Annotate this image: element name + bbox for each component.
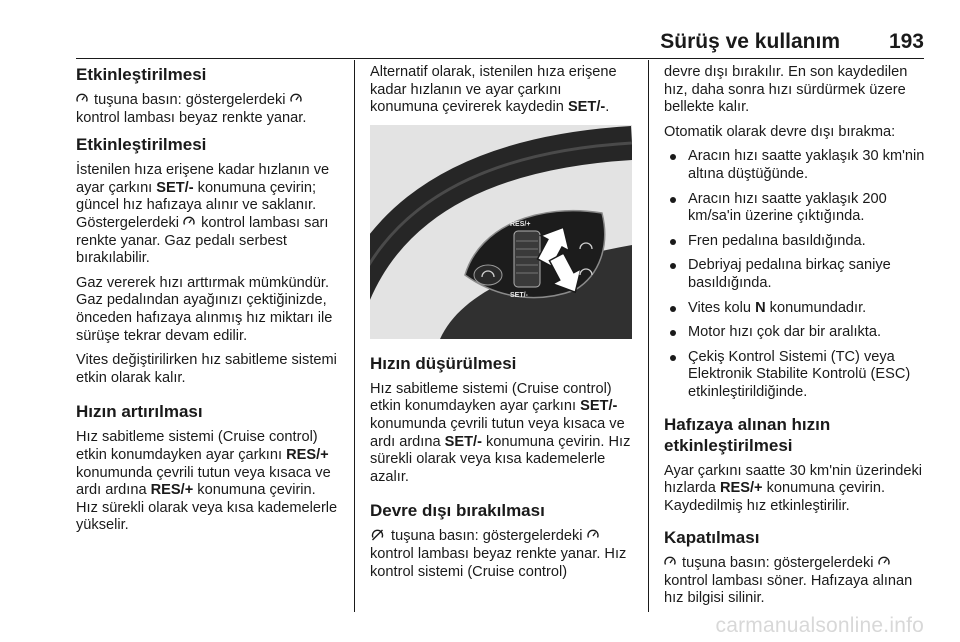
paragraph: Ayar çarkını saatte 30 km'nin üzerindeki hızlarda RES/+ konumuna çevirin. Kaydedilmiş hız etkinleştirilir. (664, 462, 923, 514)
list-item: Fren pedalına basıldığında. (664, 233, 926, 251)
column-divider (648, 60, 649, 612)
paragraph: Hız sabitleme sistemi (Cruise control) etkin konumdayken ayar çarkını SET/- konumunda çevrili tutun veya kısaca ve ardı ardına SET/- konumuna çevirin. Hız sürekli olarak veya kısa kademelerle azalır. (370, 380, 631, 485)
paragraph: tuşuna basın: göstergelerdeki kontrol lambası beyaz renkte yanar. Hız kontrol sistemi (Cruise control) (370, 528, 627, 580)
list-item: Çekiş Kontrol Sistemi (TC) veya Elektronik Stabilite Kontrolü (ESC) etkinleştirildiğinde. (664, 349, 926, 402)
heading-decrease-speed: Hızın düşürülmesi (370, 353, 517, 373)
cruise-control-icon (76, 93, 88, 105)
res-label: RES/+ (510, 220, 531, 228)
cruise-off-icon (370, 529, 385, 541)
column-3 (664, 64, 926, 615)
paragraph: Gaz vererek hızı arttırmak mümkündür. Gaz pedalından ayağınızı çektiğinizde, önceden hafızaya alınmış hız miktarı ile sürüşe tekrar devam edilir. (76, 274, 333, 344)
paragraph: Vites değiştirilirken hız sabitleme sistemi etkin olarak kalır. (76, 352, 337, 386)
list-item: Aracın hızı saatte yaklaşık 200 km/sa'in üzerine çıktığında. (664, 191, 926, 226)
list-item: Debriyaj pedalına birkaç saniye basıldığında. (664, 257, 926, 292)
cruise-control-icon (878, 556, 890, 568)
steering-wheel-control-figure (370, 125, 632, 339)
paragraph: Alternatif olarak, istenilen hıza erişene kadar hızlanın ve ayar çarkını konumuna çevirerek kaydedin SET/-. (370, 64, 617, 116)
heading-recall-speed: Hafızaya alınan hızın etkinleştirilmesi (664, 414, 831, 455)
heading-increase-speed: Hızın artırılması (76, 402, 203, 422)
paragraph: tuşuna basın: göstergelerdeki kontrol lambası söner. Hafızaya alınan hız bilgisi silinir. (664, 555, 913, 607)
header-title: Sürüş ve kullanım (660, 30, 840, 53)
heading-activate: Etkinleştirilmesi (76, 65, 207, 84)
page-number: 193 (888, 30, 924, 53)
list-item: Vites kolu N konumundadır. (664, 300, 926, 318)
heading-deactivate: Devre dışı bırakılması (370, 501, 545, 521)
cruise-control-icon (183, 216, 195, 228)
cruise-control-icon (290, 93, 302, 105)
heading-activate-2: Etkinleştirilmesi (76, 135, 207, 155)
cruise-control-icon (587, 529, 599, 541)
cruise-control-icon (664, 556, 676, 568)
column-1 (76, 64, 338, 542)
column-2 (370, 64, 632, 588)
heading-switch-off: Kapatılması (664, 528, 760, 548)
paragraph: devre dışı bırakılır. En son kaydedilen hız, daha sonra hızı sürdürmek üzere bellekte kalır. (664, 64, 908, 116)
watermark: carmanualsonline.info (715, 614, 924, 637)
page-header (76, 26, 924, 56)
list-item: Motor hızı çok dar bir aralıkta. (664, 324, 926, 342)
paragraph: tuşuna basın: göstergelerdeki kontrol lambası beyaz renkte yanar. (76, 92, 307, 126)
list-item: Aracın hızı saatte yaklaşık 30 km'nin altına düştüğünde. (664, 148, 926, 183)
header-rule (76, 58, 924, 59)
left-control-button (474, 265, 502, 285)
set-label: SET/- (510, 291, 528, 299)
paragraph: Hız sabitleme sistemi (Cruise control) etkin konumdayken ayar çarkını RES/+ konumunda çevrili tutun veya kısaca ve ardı ardına RES/+ konumuna çevirin. Hız sürekli olarak veya kısa kademelerle yükselir. (76, 429, 338, 534)
column-divider (354, 60, 355, 612)
paragraph: Otomatik olarak devre dışı bırakma: (664, 123, 896, 140)
adjuster-wheel (514, 231, 540, 287)
paragraph: İstenilen hıza erişene kadar hızlanın ve ayar çarkını SET/- konumuna çevirin; güncel hız hafızaya alınır ve saklanır. Göstergelerdeki kontrol lambası sarı renkte yanar. Gaz pedalı serbest bırakılabilir. (76, 162, 330, 267)
auto-deactivation-list (664, 148, 926, 401)
